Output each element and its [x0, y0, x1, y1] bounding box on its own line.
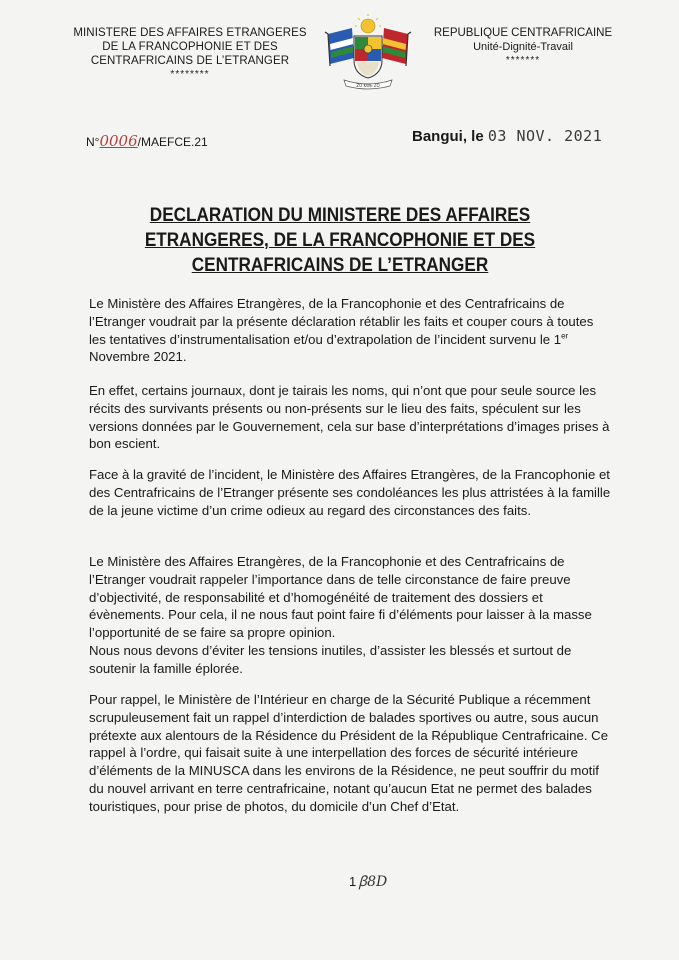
- republic-stars: *******: [505, 55, 541, 66]
- declaration-title: [120, 203, 560, 278]
- ordinal-superscript: er: [561, 331, 569, 341]
- paragraph-1-end: Novembre 2021.: [89, 349, 187, 365]
- dateline: [412, 127, 602, 145]
- reference-suffix: /MAEFCE.21: [137, 135, 208, 149]
- republic-name: REPUBLIQUE CENTRAFRICAINE: [433, 27, 613, 39]
- paragraph-4: [89, 553, 611, 678]
- reference-number: [86, 132, 208, 150]
- ministry-line-2: DE LA FRANCOPHONIE ET DES: [102, 41, 278, 53]
- title-line-2: ETRANGERES, DE LA FRANCOPHONIE ET DES: [144, 229, 536, 251]
- svg-text:ZO KWE ZO: ZO KWE ZO: [356, 83, 380, 88]
- handwritten-initials: ꞵ8D: [358, 874, 388, 890]
- ministry-header: [60, 26, 320, 82]
- national-motto: Unité-Dignité-Travail: [473, 41, 573, 53]
- reference-prefix: N°: [86, 135, 100, 149]
- handwritten-number: 0006: [99, 132, 138, 150]
- paragraph-5: Pour rappel, le Ministère de l’Intérieur en charge de la Sécurité Publique a récemment scrupuleusement fait un rappel d’interdiction de balades sportives ou autre, sous aucun prétexte aux alentours de la Résidence du Président de la République Centrafricaine. Ce rappel à l’ordre, qui faisait suite à une interpellation des forces de sécurité intérieure d’éléments de la MINUSCA dans les environs de la Résidence, ne peut souffrir du motif du nouvel arrivant en terre centrafricaine, notant qu’aucun Etat ne permet des balades touristiques, pour prise de photos, du domicile d’un Chef d’Etat.: [89, 692, 609, 814]
- page-number: [349, 872, 387, 891]
- paragraph-1: [89, 295, 611, 366]
- date-stamp: 03 NOV. 2021: [487, 127, 603, 145]
- title-line-1: DECLARATION DU MINISTERE DES AFFAIRES: [149, 204, 531, 226]
- paragraph-2: En effet, certains journaux, dont je tairais les noms, qui n’ont que pour seule source les récits des survivants présents ou non-présents sur le lieu des faits, spéculent sur les versions données par le Gouvernement, cela sur base d’interprétations d’images prises à bon escient.: [89, 383, 610, 452]
- title-line-3: CENTRAFRICAINS DE L’ETRANGER: [191, 254, 489, 276]
- ministry-line-1: MINISTERE DES AFFAIRES ETRANGERES: [73, 27, 307, 39]
- dateline-place: Bangui, le: [412, 128, 484, 145]
- page-number-value: 1: [349, 874, 357, 889]
- republic-header: [418, 26, 628, 68]
- ministry-line-3: CENTRAFRICAINS DE L’ETRANGER: [90, 55, 290, 67]
- paragraph-4-part-b: Nous nous devons d’éviter les tensions inutiles, d’assister les blessés et surtout de soutenir la famille éplorée.: [89, 642, 572, 676]
- paragraph-3: Face à la gravité de l’incident, le Ministère des Affaires Etrangères, de la Francophonie et des Centrafricains de l’Etranger présente ses condoléances les plus attristées à la famille de la jeune victime d’un crime odieux au regard des circonstances des faits.: [89, 467, 611, 518]
- ministry-stars: ********: [170, 69, 210, 80]
- paragraph-4-part-a: Le Ministère des Affaires Etrangères, de la Francophonie et des Centrafricains de l’Etranger voudrait rappeler l’importance dans de telle circonstance de faire preuve d’objectivité, de responsabilité et d’homogénéité de traitement des dossiers et évènements. Pour cela, il ne nous faut point faire fi d’éléments pour laisser à la masse l’opportunité de se faire sa propre opinion.: [89, 554, 592, 641]
- coat-of-arms-icon: [322, 14, 414, 92]
- paragraph-1-text: Le Ministère des Affaires Etrangères, de la Francophonie et des Centrafricains de l’Etranger voudrait par la présente déclaration rétablir les faits et couper cours à toutes les tentatives d’instrumentalisation et/ou d’extrapolation de l’incident survenu le 1: [89, 296, 594, 347]
